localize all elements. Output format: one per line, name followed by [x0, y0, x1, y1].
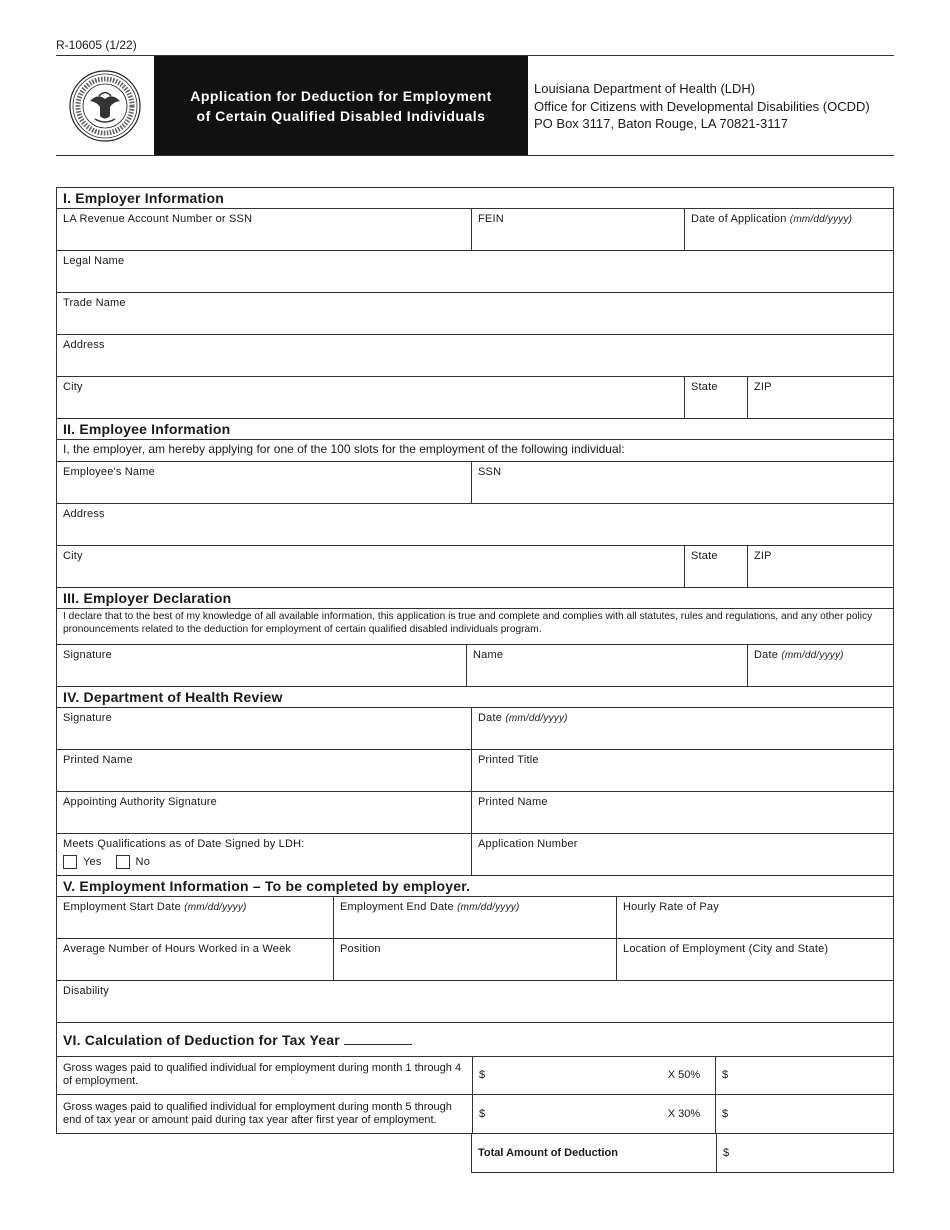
dollar-sign: $	[722, 1069, 729, 1081]
calculation-title-text: VI. Calculation of Deduction for Tax Year	[63, 1032, 340, 1048]
date-format-hint: (mm/dd/yyyy)	[789, 214, 853, 225]
hourly-rate-field[interactable]	[617, 897, 893, 938]
field-label: Date	[754, 649, 779, 661]
declaration-text: I declare that to the best of my knowledge of all available information, this application is true and complete and complies with all statutes, rules and regulations, and any other policy pronouncements related to the deduction for employment of certain qualified disabled individuals program.	[63, 611, 873, 635]
dollar-sign: $	[479, 1108, 486, 1120]
field-label: ZIP	[754, 550, 772, 562]
application-number-field[interactable]	[472, 834, 893, 875]
calc-row1-wages-field[interactable]	[473, 1056, 653, 1094]
field-label: Address	[63, 339, 105, 351]
calc-row2-multiplier: X 30%	[653, 1095, 716, 1133]
employer-state-field[interactable]	[685, 377, 748, 418]
field-label: Legal Name	[63, 255, 125, 267]
form-title-line1: Application for Deduction for Employment	[190, 87, 492, 104]
section-employment-info-title: V. Employment Information – To be completed by employer.	[63, 878, 471, 894]
average-hours-field[interactable]	[57, 939, 334, 980]
yes-label: Yes	[83, 855, 102, 868]
employer-signature-date-field[interactable]	[748, 645, 893, 686]
field-label: Appointing Authority Signature	[63, 796, 217, 808]
calc-row2-result-field[interactable]	[716, 1095, 893, 1133]
field-label: Printed Name	[478, 796, 548, 808]
field-label: Date	[478, 712, 503, 724]
trade-name-field[interactable]	[57, 293, 893, 334]
dollar-sign: $	[723, 1147, 730, 1159]
employee-info-note: I, the employer, am hereby applying for one of the 100 slots for the employment of the following individual:	[63, 442, 625, 456]
employer-name-field[interactable]	[467, 645, 748, 686]
no-checkbox[interactable]	[116, 855, 130, 869]
no-label: No	[135, 855, 151, 868]
date-format-hint: (mm/dd/yyyy)	[184, 902, 247, 913]
employee-name-field[interactable]	[57, 462, 472, 503]
ldh-printed-title-field[interactable]	[472, 750, 893, 791]
total-deduction-field[interactable]	[717, 1134, 893, 1172]
section-employer-info-title: I. Employer Information	[63, 190, 224, 206]
date-format-hint: (mm/dd/yyyy)	[781, 650, 844, 661]
field-label: Signature	[63, 649, 112, 661]
field-label: Disability	[63, 985, 110, 997]
employer-address-field[interactable]	[57, 335, 893, 376]
field-label: State	[691, 381, 718, 393]
field-label: ZIP	[754, 381, 772, 393]
employment-end-date-field[interactable]	[334, 897, 617, 938]
ldh-printed-name-field[interactable]	[57, 750, 472, 791]
form-number: R-10605 (1/22)	[56, 38, 137, 52]
appointing-printed-name-field[interactable]	[472, 792, 893, 833]
employment-location-field[interactable]	[617, 939, 893, 980]
employee-city-field[interactable]	[57, 546, 685, 587]
calc-row2-wages-field[interactable]	[473, 1095, 653, 1133]
meets-qualifications-field	[57, 834, 472, 875]
form-title	[154, 56, 528, 155]
form-title-line2: of Certain Qualified Disabled Individuals	[196, 107, 486, 124]
field-label: Meets Qualifications as of Date Signed by LDH:	[63, 838, 305, 850]
disability-field[interactable]	[57, 981, 893, 1022]
ldh-signature-field[interactable]	[57, 708, 472, 749]
legal-name-field[interactable]	[57, 251, 893, 292]
employment-start-date-field[interactable]	[57, 897, 334, 938]
field-label: Location of Employment (City and State)	[623, 943, 829, 955]
field-label: SSN	[478, 466, 502, 478]
dollar-sign: $	[722, 1108, 729, 1120]
field-label: Printed Title	[478, 754, 539, 766]
field-label: FEIN	[478, 213, 504, 225]
section-health-review-title: IV. Department of Health Review	[63, 689, 283, 705]
field-label: City	[63, 381, 83, 393]
date-format-hint: (mm/dd/yyyy)	[457, 902, 520, 913]
employer-city-field[interactable]	[57, 377, 685, 418]
fein-field[interactable]	[472, 209, 685, 250]
field-label: Application Number	[478, 838, 578, 850]
field-label: Average Number of Hours Worked in a Week	[63, 943, 292, 955]
field-label: State	[691, 550, 718, 562]
field-label: Employment End Date	[340, 901, 454, 913]
agency-line2: Office for Citizens with Developmental Disabilities (OCDD)	[534, 98, 870, 114]
employee-ssn-field[interactable]	[472, 462, 893, 503]
field-label: Printed Name	[63, 754, 133, 766]
dollar-sign: $	[479, 1069, 486, 1081]
agency-address	[534, 80, 870, 133]
calc-row1-multiplier: X 50%	[653, 1056, 716, 1094]
section-employee-info-title: II. Employee Information	[63, 421, 231, 437]
field-label: Hourly Rate of Pay	[623, 901, 719, 913]
la-revenue-account-field[interactable]	[57, 209, 472, 250]
calc-row2-description: Gross wages paid to qualified individual for employment during month 5 through end of tax year or amount paid during tax year after first year of employment.	[57, 1095, 473, 1133]
header-bottom-rule	[56, 155, 894, 156]
calc-row1-description: Gross wages paid to qualified individual for employment during month 1 through 4 of employment.	[57, 1056, 473, 1094]
employee-address-field[interactable]	[57, 504, 893, 545]
state-seal	[56, 56, 154, 155]
state-seal-icon	[68, 69, 142, 143]
field-label: Date of Application	[691, 213, 787, 225]
section-calculation-title	[57, 1023, 893, 1056]
application-form	[56, 187, 894, 1057]
field-label: Signature	[63, 712, 112, 724]
employer-zip-field[interactable]	[748, 377, 893, 418]
date-of-application-field[interactable]	[685, 209, 893, 250]
field-label: City	[63, 550, 83, 562]
field-label: LA Revenue Account Number or SSN	[63, 213, 253, 225]
ldh-date-field[interactable]	[472, 708, 893, 749]
employee-state-field[interactable]	[685, 546, 748, 587]
position-field[interactable]	[334, 939, 617, 980]
field-label: Name	[473, 649, 504, 661]
calculation-table	[56, 1056, 894, 1173]
field-label: Employee's Name	[63, 466, 155, 478]
field-label: Address	[63, 508, 105, 520]
section-employer-declaration-title: III. Employer Declaration	[63, 590, 232, 606]
yes-option[interactable]	[63, 855, 102, 869]
total-deduction-label: Total Amount of Deduction	[472, 1134, 717, 1172]
date-format-hint: (mm/dd/yyyy)	[505, 713, 568, 724]
agency-line1: Louisiana Department of Health (LDH)	[534, 81, 756, 96]
yes-checkbox[interactable]	[63, 855, 77, 869]
calc-row1-result-field[interactable]	[716, 1056, 893, 1094]
no-option[interactable]	[116, 855, 150, 869]
field-label: Trade Name	[63, 297, 126, 309]
agency-line3: PO Box 3117, Baton Rouge, LA 70821-3117	[534, 116, 788, 131]
employee-zip-field[interactable]	[748, 546, 893, 587]
appointing-authority-signature-field[interactable]	[57, 792, 472, 833]
field-label: Position	[340, 943, 381, 955]
employer-signature-field[interactable]	[57, 645, 467, 686]
tax-year-blank[interactable]	[344, 1032, 412, 1045]
field-label: Employment Start Date	[63, 901, 181, 913]
